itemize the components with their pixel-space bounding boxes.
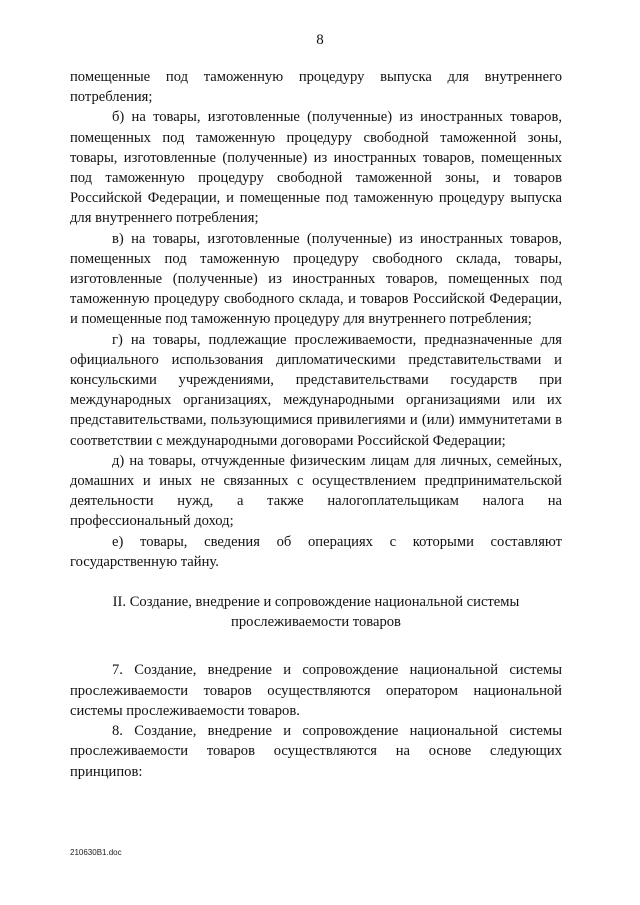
section-heading-line-2: прослеживаемости товаров xyxy=(231,614,401,631)
paragraph: б) на товары, изготовленные (полученные) из иностранных товаров, помещенных под таможенную процедуру свободной таможенной зоны, товары, изготовленные (полученные) из иностранных товаров, помещенных под таможенную процедуру свободной таможенной зоны, и товаров Российской Федерации, и помещенные под таможенную процедуру выпуска для внутреннего потребления; xyxy=(70,109,562,227)
page-number: 8 xyxy=(316,32,324,48)
paragraph: помещенные под таможенную процедуру выпуска для внутреннего потребления; xyxy=(70,69,562,106)
footer-file-code: 210630В1.doc xyxy=(70,848,122,857)
paragraphs-before-section xyxy=(70,67,562,572)
paragraphs-after-section xyxy=(70,660,562,781)
paragraph: е) товары, сведения об операциях с которыми составляют государственную тайну. xyxy=(70,533,562,570)
section-heading-line-1: II. Создание, внедрение и сопровождение национальной системы xyxy=(112,594,520,611)
paragraph: 7. Создание, внедрение и сопровождение национальной системы прослеживаемости товаров осуществляются оператором национальной системы прослеживаемости товаров. xyxy=(70,662,562,719)
paragraph: 8. Создание, внедрение и сопровождение национальной системы прослеживаемости товаров осуществляются на основе следующих принципов: xyxy=(70,723,562,780)
paragraph: г) на товары, подлежащие прослеживаемости, предназначенные для официального использования дипломатическими представительствами и консульскими учреждениями, представительствами государств при международных организациях, международными организациями или их представительствами, пользующимися привилегиями и (или) иммунитетами в соответствии с международными договорами Российской Федерации; xyxy=(70,331,562,449)
section-heading xyxy=(70,592,562,632)
paragraph: в) на товары, изготовленные (полученные) из иностранных товаров, помещенных под таможенную процедуру свободного склада, товары, изготовленные (полученные) из иностранных товаров, помещенных под таможенную процедуру свободного склада, и товаров Российской Федерации, и помещенные под таможенную процедуру для внутреннего потребления; xyxy=(70,230,562,328)
paragraph: д) на товары, отчужденные физическим лицам для личных, семейных, домашних и иных не связанных с осуществлением предпринимательской деятельности нужд, а также налогоплательщикам налога на профессиональный доход; xyxy=(70,452,562,530)
document-body xyxy=(70,67,562,782)
